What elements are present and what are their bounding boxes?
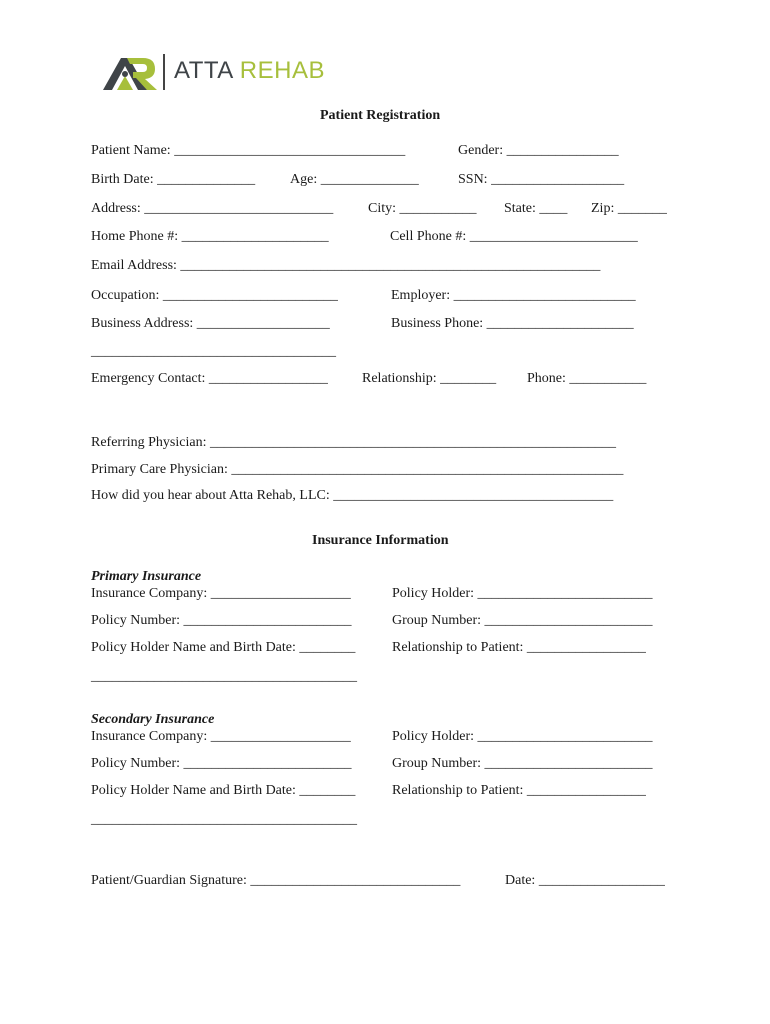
secondary-group-number-field[interactable]: Group Number: ________________________ <box>392 756 653 771</box>
primary-holder-continuation[interactable]: ______________________________________ <box>91 669 357 684</box>
business-address-field[interactable]: Business Address: ___________________ <box>91 316 330 331</box>
zip-field[interactable]: Zip: _______ <box>591 201 667 216</box>
age-field[interactable]: Age: ______________ <box>290 172 419 187</box>
secondary-policy-number-field[interactable]: Policy Number: ________________________ <box>91 756 352 771</box>
signature-date-field[interactable]: Date: __________________ <box>505 873 665 888</box>
business-address-continuation[interactable]: ___________________________________ <box>91 344 336 359</box>
secondary-relationship-field[interactable]: Relationship to Patient: _________________ <box>392 783 646 798</box>
employer-field[interactable]: Employer: __________________________ <box>391 288 636 303</box>
patient-name-field[interactable]: Patient Name: _________________________________ <box>91 143 406 158</box>
logo-mark-icon <box>103 52 159 92</box>
secondary-insurance-company-field[interactable]: Insurance Company: ____________________ <box>91 729 351 744</box>
secondary-holder-name-birth-field[interactable]: Policy Holder Name and Birth Date: ________ <box>91 783 356 798</box>
logo-divider <box>163 54 165 90</box>
occupation-field[interactable]: Occupation: _________________________ <box>91 288 338 303</box>
state-field[interactable]: State: ____ <box>504 201 568 216</box>
referral-source-field[interactable]: How did you hear about Atta Rehab, LLC: ________________________________________ <box>91 488 614 503</box>
primary-policy-holder-field[interactable]: Policy Holder: _________________________ <box>392 586 653 601</box>
emergency-contact-field[interactable]: Emergency Contact: _________________ <box>91 371 328 386</box>
primary-group-number-field[interactable]: Group Number: ________________________ <box>392 613 653 628</box>
primary-holder-name-birth-field[interactable]: Policy Holder Name and Birth Date: ________ <box>91 640 356 655</box>
primary-care-physician-field[interactable]: Primary Care Physician: ________________________________________________________ <box>91 462 624 477</box>
address-field[interactable]: Address: ___________________________ <box>91 201 334 216</box>
business-phone-field[interactable]: Business Phone: _____________________ <box>391 316 634 331</box>
birth-date-field[interactable]: Birth Date: ______________ <box>91 172 256 187</box>
email-field[interactable]: Email Address: ____________________________________________________________ <box>91 258 601 273</box>
page-title: Patient Registration <box>320 108 441 123</box>
cell-phone-field[interactable]: Cell Phone #: ________________________ <box>390 229 638 244</box>
primary-relationship-field[interactable]: Relationship to Patient: _________________ <box>392 640 646 655</box>
home-phone-field[interactable]: Home Phone #: _____________________ <box>91 229 329 244</box>
relationship-field[interactable]: Relationship: ________ <box>362 371 497 386</box>
phone-field[interactable]: Phone: ___________ <box>527 371 647 386</box>
signature-field[interactable]: Patient/Guardian Signature: ______________________________ <box>91 873 461 888</box>
primary-insurance-title: Primary Insurance <box>91 569 202 584</box>
primary-insurance-company-field[interactable]: Insurance Company: ____________________ <box>91 586 351 601</box>
atta-rehab-logo <box>103 52 343 92</box>
secondary-policy-holder-field[interactable]: Policy Holder: _________________________ <box>392 729 653 744</box>
city-field[interactable]: City: ___________ <box>368 201 477 216</box>
insurance-heading: Insurance Information <box>312 533 449 548</box>
secondary-holder-continuation[interactable]: ______________________________________ <box>91 812 357 827</box>
gender-field[interactable]: Gender: ________________ <box>458 143 619 158</box>
secondary-insurance-title: Secondary Insurance <box>91 712 215 727</box>
primary-policy-number-field[interactable]: Policy Number: ________________________ <box>91 613 352 628</box>
referring-physician-field[interactable]: Referring Physician: __________________________________________________________ <box>91 435 616 450</box>
logo-wordmark: ATTA REHAB <box>174 57 325 84</box>
ssn-field[interactable]: SSN: ___________________ <box>458 172 625 187</box>
